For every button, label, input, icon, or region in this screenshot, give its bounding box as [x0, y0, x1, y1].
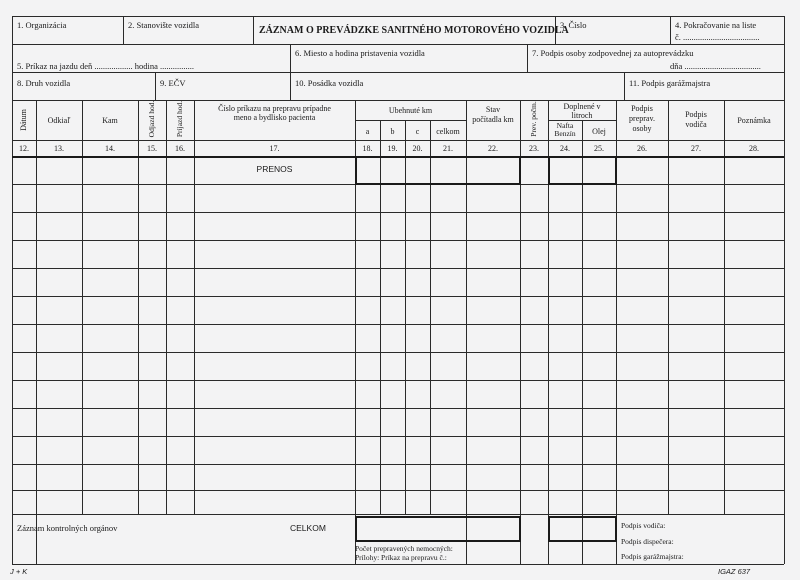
field-posadka: 10. Posádka vozidla [295, 78, 364, 88]
num-28: 28. [749, 144, 759, 153]
num-21: 21. [443, 144, 453, 153]
left-border [12, 16, 13, 564]
field-prikaz: 5. Príkaz na jazdu deň .................. hodina ................ [17, 61, 195, 71]
prenos-km-box [355, 156, 521, 185]
num-27: 27. [691, 144, 701, 153]
col-odkial: Odkiaľ [47, 116, 71, 125]
num-22: 22. [488, 144, 498, 153]
footer-prilohy: Prílohy: Príkaz na prepravu č.: [355, 553, 447, 562]
prenos-label: PRENOS [256, 164, 293, 174]
field-pokracovanie: 4. Pokračovanie na liste [675, 20, 757, 30]
num-17: 17. [269, 144, 280, 153]
col-datum: Dátum [19, 109, 28, 131]
num-25: 25. [594, 144, 604, 153]
field-druh-vozidla: 8. Druh vozidla [17, 78, 71, 88]
field-pokracovanie-cislo: č. .................................... [675, 32, 760, 42]
prenos-fuel-box [548, 156, 617, 185]
num-20: 20. [412, 144, 423, 153]
col-podpis-osoby: Podpis preprav. osoby [629, 104, 655, 133]
header-line-2 [12, 44, 784, 45]
num-19: 19. [387, 144, 398, 153]
printer-mark: J + K [10, 567, 28, 576]
num-15: 15. [147, 144, 157, 153]
field-podpis-garazmajstra: 11. Podpis garážmajstra [629, 78, 711, 88]
footer-celkom: CELKOM [290, 523, 326, 533]
col-c: c [415, 127, 420, 136]
header-top-line [12, 16, 784, 17]
footer-zaznam: Záznam kontrolných orgánov [17, 523, 118, 533]
col-odjazd: Odjazd hod. [147, 100, 156, 138]
num-13: 13. [54, 144, 64, 153]
footer-podpis-garazmajstra: Podpis garážmajstra: [621, 552, 684, 561]
col-stav: Stav počítadla km [472, 105, 514, 124]
col-prijazd: Príjazd hod. [175, 100, 184, 138]
col-olej: Olej [592, 127, 606, 136]
col-poznamka: Poznámka [737, 116, 771, 125]
field-stanoviste: 2. Stanovište vozidla [128, 20, 200, 30]
col-ubehnute: Ubehnuté km [388, 106, 433, 115]
col-celkom: celkom [436, 127, 460, 136]
field-cislo: 3. Číslo [560, 20, 587, 30]
num-16: 16. [175, 144, 185, 153]
col-doplnene: Doplnené v litroch [563, 102, 601, 120]
footer-podpis-vodica: Podpis vodiča: [621, 521, 666, 530]
num-14: 14. [105, 144, 115, 153]
col-a: a [365, 127, 370, 136]
col-nafta: Nafta Benzín [554, 121, 576, 138]
field-podpis-dna: dňa .................................... [670, 61, 761, 71]
form-code: IGAZ 637 [718, 567, 751, 576]
celkom-fuel-box [548, 516, 617, 542]
field-miesto: 6. Miesto a hodina pristavenia vozidla [295, 48, 425, 58]
num-12: 12. [19, 144, 29, 153]
col-prev: Prev. počm. [529, 101, 538, 137]
field-organizacia: 1. Organizácia [17, 20, 67, 30]
field-podpis-zodpovednej: 7. Podpis osoby zodpovednej za autoprevádzku [532, 48, 694, 58]
field-ecv: 9. EČV [160, 78, 186, 88]
footer-podpis-dispecera: Podpis dispečera: [621, 537, 674, 546]
footer-pocet: Počet prepravených nemocných: [355, 544, 453, 553]
col-kam: Kam [102, 116, 118, 125]
header-line-3 [12, 72, 784, 73]
col-b: b [390, 127, 395, 136]
num-18: 18. [362, 144, 373, 153]
form-title: ZÁZNAM O PREVÁDZKE SANITNÉHO MOTOROVÉHO VOZIDLA [259, 25, 569, 36]
celkom-km-box [355, 516, 521, 542]
col-podpis-vodica: Podpis vodiča [685, 110, 707, 129]
num-26: 26. [637, 144, 647, 153]
num-23: 23. [529, 144, 539, 153]
num-24: 24. [560, 144, 570, 153]
col-cislo-prikazu: Číslo príkazu na prepravu prípadne meno a bydlisko pacienta [218, 104, 331, 122]
right-border [784, 16, 785, 564]
